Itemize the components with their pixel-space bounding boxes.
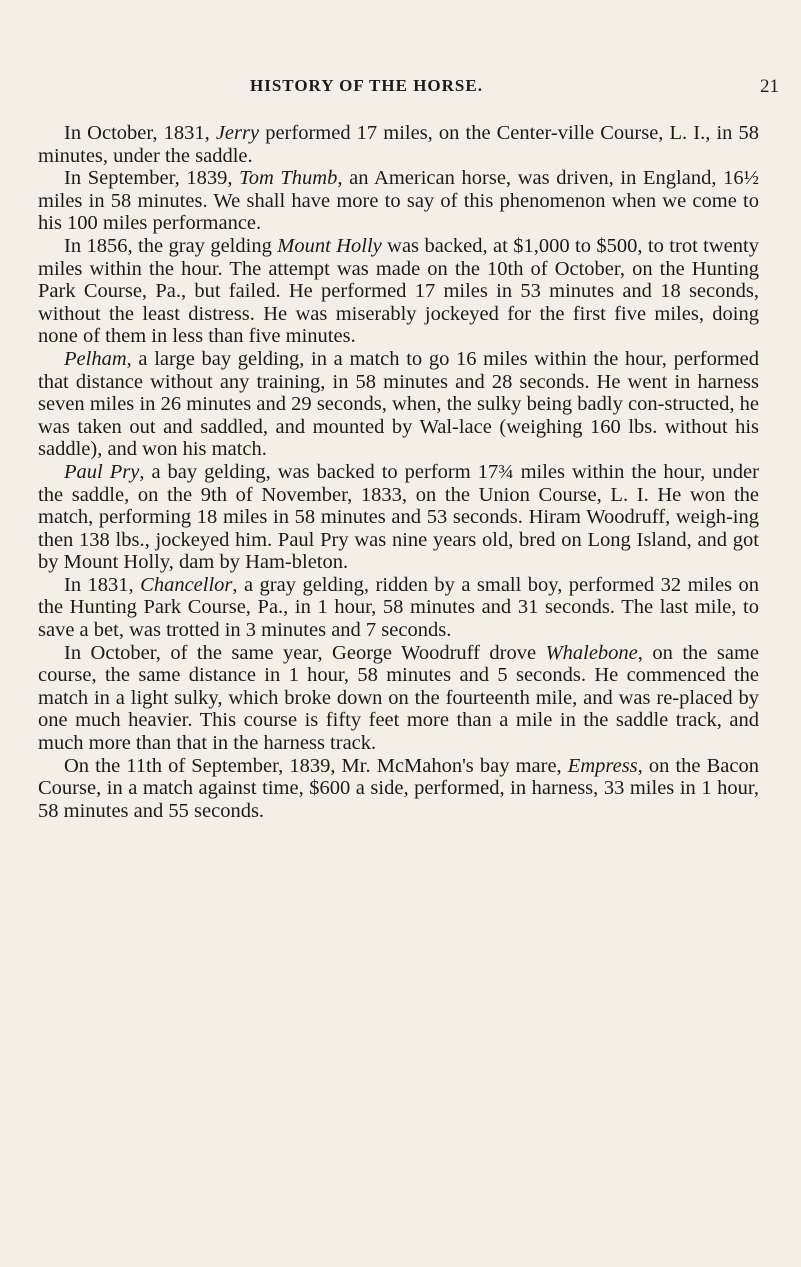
paragraph-empress: [38, 755, 759, 823]
running-head: [0, 76, 801, 100]
horse-name: Tom Thumb: [239, 167, 338, 190]
paragraph-whalebone: [38, 642, 759, 755]
horse-name: Chancellor: [140, 573, 233, 596]
horse-name: Mount Holly: [277, 234, 382, 257]
paragraph-text: , an American horse, was driven, in England, 16½ miles in 58 minutes. We shall have more to say of this phenomenon when we come to his 100 miles performance.: [38, 167, 760, 235]
paragraph-paul-pry: [38, 461, 759, 574]
horse-name: Pelham: [64, 347, 127, 370]
running-title: HISTORY OF THE HORSE.: [250, 76, 483, 95]
paragraph-text: , on the same course, the same distance in 1 hour, 58 minutes and 5 seconds. He commenced the match in a light sulky, which broke down on the fourteenth mile, and was re-placed by one much heavier. This course is fifty feet more than a mile in the saddle track, and much more than that in the harness track.: [38, 641, 760, 755]
paragraph-text: In 1831,: [64, 573, 141, 596]
paragraph-mount-holly: [38, 235, 759, 348]
horse-name: Jerry: [215, 122, 260, 144]
paragraph-text: On the 11th of September, 1839, Mr. McMahon's bay mare,: [64, 754, 568, 777]
horse-name: Paul Pry: [64, 460, 140, 483]
paragraph-tom-thumb: [38, 167, 759, 235]
paragraph-text: , a large bay gelding, in a match to go 16 miles within the hour, performed that distance without any training, in 58 minutes and 28 seconds. He went in harness seven miles in 26 minutes and 29 seconds, when, the sulky being badly con-structed, he was taken out and saddled, and mounted by Wal-lace (weighing 160 lbs. without his saddle), and won his match.: [38, 347, 759, 461]
paragraph-text: In October, 1831,: [64, 122, 216, 144]
page-number: 21: [760, 76, 779, 97]
paragraph-text: was backed, at $1,000 to $500, to trot twenty miles within the hour. The attempt was made on the 10th of October, on the Hunting Park Course, Pa., but failed. He performed 17 miles in 53 minutes and 18 seconds, without the least distress. He was miserably jockeyed for the first five miles, doing none of them in less than five minutes.: [38, 234, 759, 348]
horse-name: Whalebone: [545, 641, 638, 664]
paragraph-pelham: [38, 348, 759, 461]
paragraph-text: , on the Bacon Course, in a match against time, $600 a side, performed, in harness, 33 miles in 1 hour, 58 minutes and 55 seconds.: [38, 754, 759, 822]
paragraph-chancellor: [38, 574, 759, 642]
horse-name: Empress: [567, 754, 638, 777]
body-text: [38, 122, 759, 822]
paragraph-text: In 1856, the gray gelding: [64, 234, 278, 257]
paragraph-text: In September, 1839,: [64, 167, 240, 190]
paragraph-text: In October, of the same year, George Woodruff drove: [64, 641, 546, 664]
paragraph-text: , a bay gelding, was backed to perform 17¾ miles within the hour, under the saddle, on the 9th of November, 1833, on the Union Course, L. I. He won the match, performing 18 miles in 58 minutes and 53 seconds. Hiram Woodruff, weigh-ing then 138 lbs., jockeyed him. Paul Pry was nine years old, bred on Long Island, and got by Mount Holly, dam by Ham-bleton.: [38, 460, 759, 574]
paragraph-jerry: [38, 122, 759, 167]
paragraph-text: performed 17 miles, on the Center-ville Course, L. I., in 58 minutes, under the saddle.: [38, 122, 759, 167]
paragraph-text: , a gray gelding, ridden by a small boy, performed 32 miles on the Hunting Park Course, Pa., in 1 hour, 58 minutes and 31 seconds. The last mile, to save a bet, was trotted in 3 minutes and 7 seconds.: [38, 573, 759, 642]
